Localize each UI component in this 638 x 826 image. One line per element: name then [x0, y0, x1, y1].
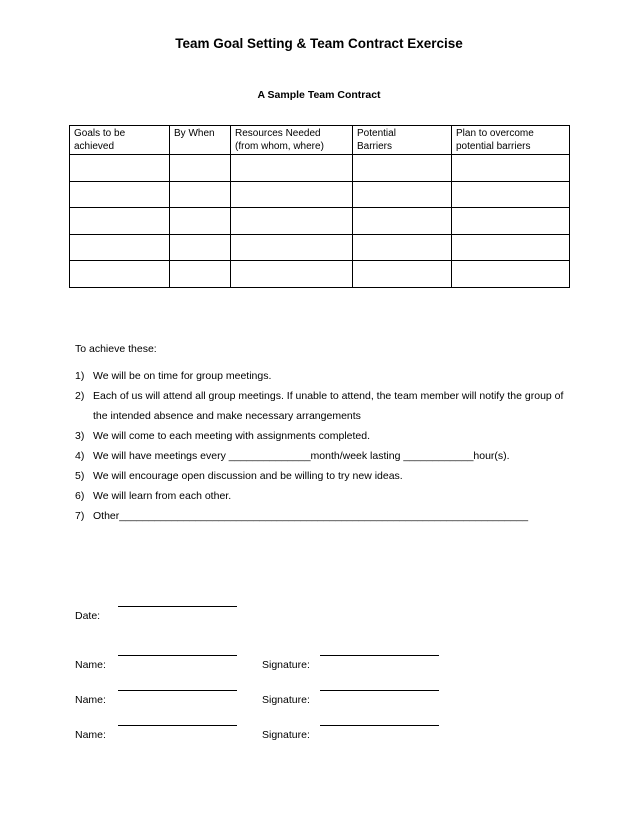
list-text: We will have meetings every ______________month/week lasting ____________hour(s).: [93, 450, 510, 462]
table-cell[interactable]: [170, 261, 231, 288]
table-cell[interactable]: [170, 208, 231, 235]
name-line-2[interactable]: [118, 690, 237, 691]
header-line: Goals to be: [74, 128, 126, 139]
header-line: (from whom, where): [235, 140, 324, 152]
name-label-2: Name:: [75, 694, 106, 706]
date-line[interactable]: [118, 606, 237, 607]
header-line: achieved: [74, 140, 115, 152]
table-cell[interactable]: [353, 234, 452, 261]
list-number: 6): [75, 490, 85, 502]
date-label: Date:: [75, 610, 101, 622]
signature-line-1[interactable]: [320, 655, 439, 656]
list-item: [75, 366, 575, 386]
signature-label-2: Signature:: [262, 694, 310, 706]
table-row: [70, 208, 570, 235]
table-row: [70, 234, 570, 261]
list-text: Other______________________________________________________________________: [93, 510, 529, 522]
table-row: [70, 155, 570, 182]
table-cell[interactable]: [70, 234, 170, 261]
list-number: 3): [75, 430, 85, 442]
column-header-barriers: [353, 126, 452, 155]
table-cell[interactable]: [452, 234, 570, 261]
table-cell[interactable]: [452, 181, 570, 208]
signature-line-3[interactable]: [320, 725, 439, 726]
table-cell[interactable]: [452, 155, 570, 182]
contract-terms-list: [75, 366, 575, 526]
table-row: [70, 181, 570, 208]
header-line: Potential: [357, 128, 396, 139]
table-body: [70, 155, 570, 288]
table-cell[interactable]: [70, 261, 170, 288]
list-item: [75, 426, 575, 446]
table-cell[interactable]: [231, 155, 353, 182]
table-cell[interactable]: [452, 261, 570, 288]
column-header-by-when: [170, 126, 231, 155]
signature-label-1: Signature:: [262, 659, 310, 671]
header-line: Plan to overcome: [456, 128, 534, 139]
list-text: Each of us will attend all group meetings. If unable to attend, the team member will notify the group of the intended absence and make necessary arrangements: [93, 390, 564, 422]
intro-text: To achieve these:: [75, 343, 157, 355]
list-number: 2): [75, 390, 85, 402]
document-title: Team Goal Setting & Team Contract Exercise: [175, 36, 463, 51]
table-cell[interactable]: [170, 155, 231, 182]
list-text: We will encourage open discussion and be willing to try new ideas.: [93, 470, 403, 482]
list-number: 1): [75, 370, 85, 382]
column-header-resources: [231, 126, 353, 155]
table-cell[interactable]: [170, 234, 231, 261]
list-item: [75, 386, 575, 426]
table-cell[interactable]: [452, 208, 570, 235]
table-cell[interactable]: [231, 208, 353, 235]
table-cell[interactable]: [353, 208, 452, 235]
signature-label-3: Signature:: [262, 729, 310, 741]
list-item: [75, 446, 575, 466]
column-header-plan: [452, 126, 570, 155]
table-cell[interactable]: [231, 181, 353, 208]
table-cell[interactable]: [70, 181, 170, 208]
header-line: By When: [174, 128, 215, 139]
name-line-1[interactable]: [118, 655, 237, 656]
list-item: [75, 486, 575, 506]
table-cell[interactable]: [353, 261, 452, 288]
table-cell[interactable]: [70, 155, 170, 182]
signature-line-2[interactable]: [320, 690, 439, 691]
name-line-3[interactable]: [118, 725, 237, 726]
header-line: Barriers: [357, 140, 393, 152]
team-contract-table: [69, 125, 570, 288]
document-subtitle: A Sample Team Contract: [257, 89, 381, 101]
list-text: We will be on time for group meetings.: [93, 370, 272, 382]
table-cell[interactable]: [170, 181, 231, 208]
header-line: potential barriers: [456, 140, 531, 152]
list-item: [75, 466, 575, 486]
table-cell[interactable]: [353, 181, 452, 208]
table-cell[interactable]: [353, 155, 452, 182]
table-cell[interactable]: [231, 234, 353, 261]
list-number: 5): [75, 470, 85, 482]
column-header-goals: [70, 126, 170, 155]
list-number: 4): [75, 450, 85, 462]
table-row: [70, 261, 570, 288]
name-label-1: Name:: [75, 659, 106, 671]
list-number: 7): [75, 510, 85, 522]
table-header-row: [70, 126, 570, 155]
list-text: We will learn from each other.: [93, 490, 232, 502]
list-text: We will come to each meeting with assignments completed.: [93, 430, 371, 442]
header-line: Resources Needed: [235, 128, 321, 139]
table-cell[interactable]: [231, 261, 353, 288]
list-item: [75, 506, 575, 526]
table-cell[interactable]: [70, 208, 170, 235]
name-label-3: Name:: [75, 729, 106, 741]
